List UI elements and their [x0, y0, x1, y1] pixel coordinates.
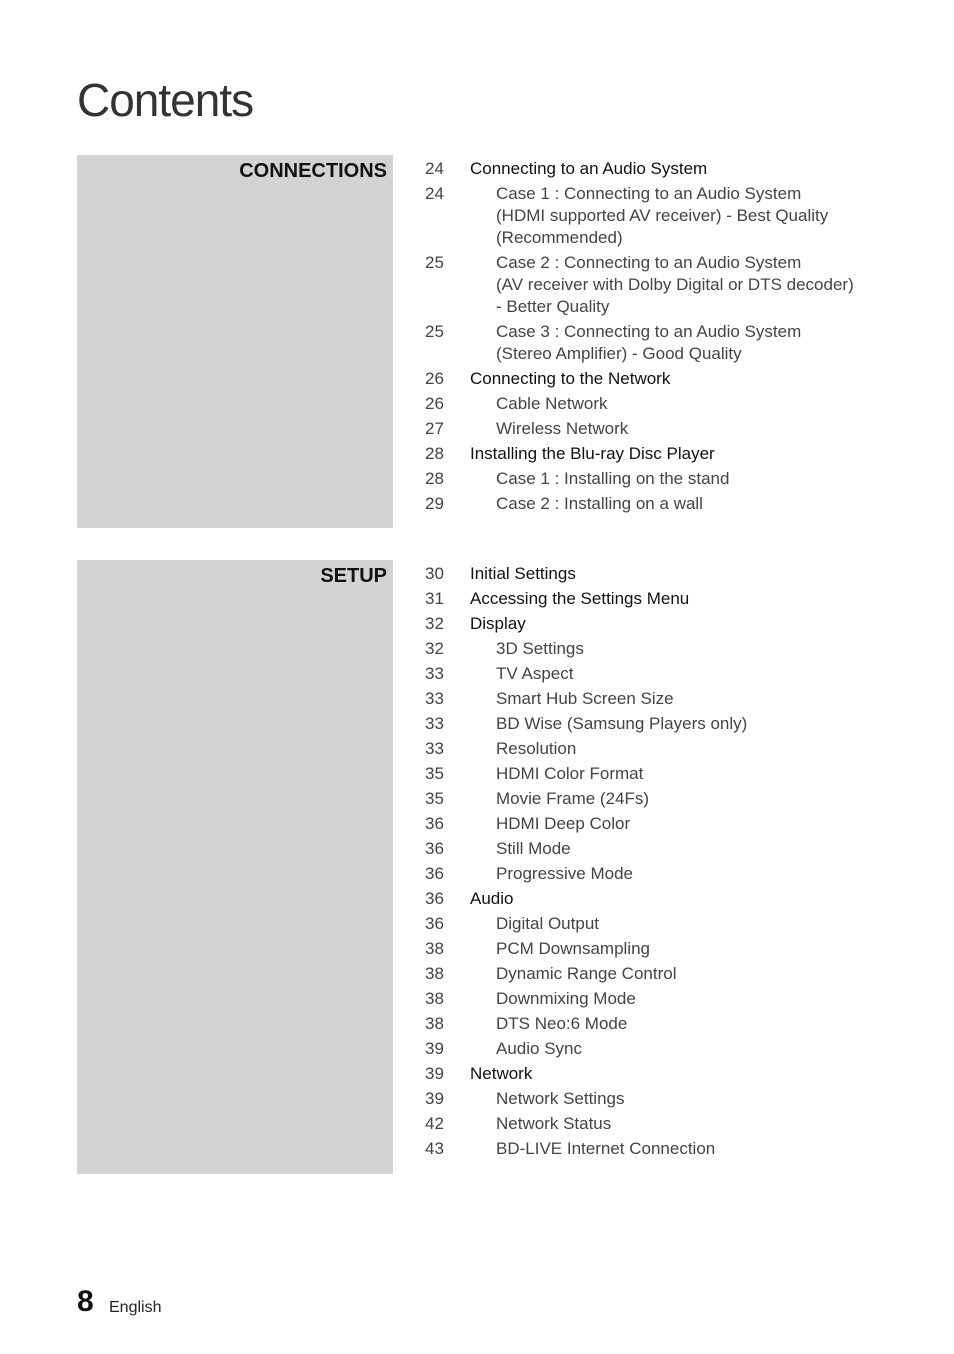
entry-title: HDMI Color Format: [496, 764, 644, 783]
page-number: 28: [425, 469, 444, 488]
toc-subentry[interactable]: [425, 1013, 885, 1035]
page-number: 39: [425, 1064, 444, 1083]
page-number: 25: [425, 322, 444, 341]
page-number: 42: [425, 1114, 444, 1133]
page-number: 25: [425, 253, 444, 272]
toc-subentry[interactable]: [425, 468, 885, 490]
toc-entry[interactable]: [425, 368, 885, 390]
toc-entry[interactable]: [425, 588, 885, 610]
section-header-panel: [77, 560, 393, 1174]
entry-title: Cable Network: [496, 394, 608, 413]
toc-subentry[interactable]: [425, 638, 885, 660]
entry-title: Connecting to an Audio System: [470, 159, 708, 178]
page-number: 30: [425, 564, 444, 583]
entry-title: Accessing the Settings Menu: [470, 589, 690, 608]
entry-title: Case 1 : Installing on the stand: [496, 469, 730, 488]
page-number: 26: [425, 369, 444, 388]
toc-subentry[interactable]: [425, 1113, 885, 1135]
entry-title: Installing the Blu-ray Disc Player: [470, 444, 715, 463]
entry-title: Display: [470, 614, 526, 633]
page-number: 36: [425, 914, 444, 933]
page-number: 32: [425, 639, 444, 658]
page-number: 33: [425, 689, 444, 708]
page-number: 36: [425, 864, 444, 883]
entry-title: (HDMI supported AV receiver) - Best Quality: [496, 206, 829, 225]
page-number: 43: [425, 1139, 444, 1158]
entry-title: Network Settings: [496, 1089, 625, 1108]
page-number: 29: [425, 494, 444, 513]
page-number: 38: [425, 989, 444, 1008]
toc-subentry[interactable]: [425, 738, 885, 760]
entry-title: Still Mode: [496, 839, 571, 858]
entry-title: 3D Settings: [496, 639, 584, 658]
entry-title: (Recommended): [496, 228, 623, 247]
entry-title: TV Aspect: [496, 664, 574, 683]
toc-entry[interactable]: [425, 158, 885, 180]
entry-title: Progressive Mode: [496, 864, 634, 883]
toc-subentry[interactable]: [425, 321, 885, 365]
entry-title: (Stereo Amplifier) - Good Quality: [496, 344, 742, 363]
entry-title: HDMI Deep Color: [496, 814, 631, 833]
entry-title: BD Wise (Samsung Players only): [496, 714, 748, 733]
page-number: 38: [425, 1014, 444, 1033]
toc-subentry[interactable]: [425, 913, 885, 935]
section-title: CONNECTIONS: [239, 160, 387, 182]
page-number: 24: [425, 184, 444, 203]
page-number: 39: [425, 1039, 444, 1058]
entry-title: Network Status: [496, 1114, 612, 1133]
toc-subentry[interactable]: [425, 1038, 885, 1060]
page-number: 27: [425, 419, 444, 438]
entry-title: Wireless Network: [496, 419, 629, 438]
toc-entry[interactable]: [425, 1063, 885, 1085]
page-number: 33: [425, 739, 444, 758]
entry-title: Initial Settings: [470, 564, 576, 583]
section-header-panel: [77, 155, 393, 528]
toc-subentry[interactable]: [425, 938, 885, 960]
page-number: 31: [425, 589, 444, 608]
toc-subentry[interactable]: [425, 393, 885, 415]
toc-subentry[interactable]: [425, 838, 885, 860]
page-number: 36: [425, 814, 444, 833]
toc-subentry[interactable]: [425, 663, 885, 685]
footer-page-number: 8: [77, 1285, 94, 1318]
toc-subentry[interactable]: [425, 183, 885, 249]
toc-entry[interactable]: [425, 563, 885, 585]
toc-subentry[interactable]: [425, 713, 885, 735]
entry-title: Dynamic Range Control: [496, 964, 677, 983]
page-title: Contents: [77, 74, 254, 126]
entry-title: (AV receiver with Dolby Digital or DTS decoder): [496, 275, 854, 294]
toc-subentry[interactable]: [425, 963, 885, 985]
toc-subentry[interactable]: [425, 988, 885, 1010]
section-title: SETUP: [320, 565, 387, 587]
entry-title: Connecting to the Network: [470, 369, 671, 388]
entry-title: Downmixing Mode: [496, 989, 636, 1008]
footer-language: English: [109, 1299, 162, 1316]
entry-list: [425, 158, 885, 518]
page-number: 35: [425, 789, 444, 808]
entry-title: DTS Neo:6 Mode: [496, 1014, 628, 1033]
entry-title: Digital Output: [496, 914, 599, 933]
page-number: 24: [425, 159, 444, 178]
entry-title: Case 2 : Installing on a wall: [496, 494, 703, 513]
page-number: 26: [425, 394, 444, 413]
entry-title: Resolution: [496, 739, 577, 758]
entry-title: Case 3 : Connecting to an Audio System: [496, 322, 802, 341]
entry-title: BD-LIVE Internet Connection: [496, 1139, 716, 1158]
page-number: 36: [425, 839, 444, 858]
entry-title: PCM Downsampling: [496, 939, 650, 958]
toc-subentry[interactable]: [425, 1088, 885, 1110]
page-number: 38: [425, 964, 444, 983]
entry-title: Audio Sync: [496, 1039, 582, 1058]
toc-subentry[interactable]: [425, 418, 885, 440]
entry-title: Smart Hub Screen Size: [496, 689, 674, 708]
page-number: 35: [425, 764, 444, 783]
entry-list: [425, 563, 885, 1163]
toc-entry[interactable]: [425, 888, 885, 910]
page-number: 32: [425, 614, 444, 633]
toc-entry[interactable]: [425, 443, 885, 465]
entry-title: Case 1 : Connecting to an Audio System: [496, 184, 802, 203]
page-number: 33: [425, 664, 444, 683]
entry-title: Audio: [470, 889, 514, 908]
toc-subentry[interactable]: [425, 493, 885, 515]
toc-subentry[interactable]: [425, 788, 885, 810]
toc-subentry[interactable]: [425, 813, 885, 835]
page-number: 38: [425, 939, 444, 958]
entry-title: Case 2 : Connecting to an Audio System: [496, 253, 802, 272]
page-number: 33: [425, 714, 444, 733]
toc-subentry[interactable]: [425, 1138, 885, 1160]
toc-subentry[interactable]: [425, 763, 885, 785]
page-number: 39: [425, 1089, 444, 1108]
toc-subentry[interactable]: [425, 688, 885, 710]
toc-entry[interactable]: [425, 613, 885, 635]
toc-subentry[interactable]: [425, 863, 885, 885]
entry-title: Network: [470, 1064, 533, 1083]
entry-title: - Better Quality: [496, 297, 610, 316]
page-number: 28: [425, 444, 444, 463]
entry-title: Movie Frame (24Fs): [496, 789, 650, 808]
page-number: 36: [425, 889, 444, 908]
toc-subentry[interactable]: [425, 252, 885, 318]
